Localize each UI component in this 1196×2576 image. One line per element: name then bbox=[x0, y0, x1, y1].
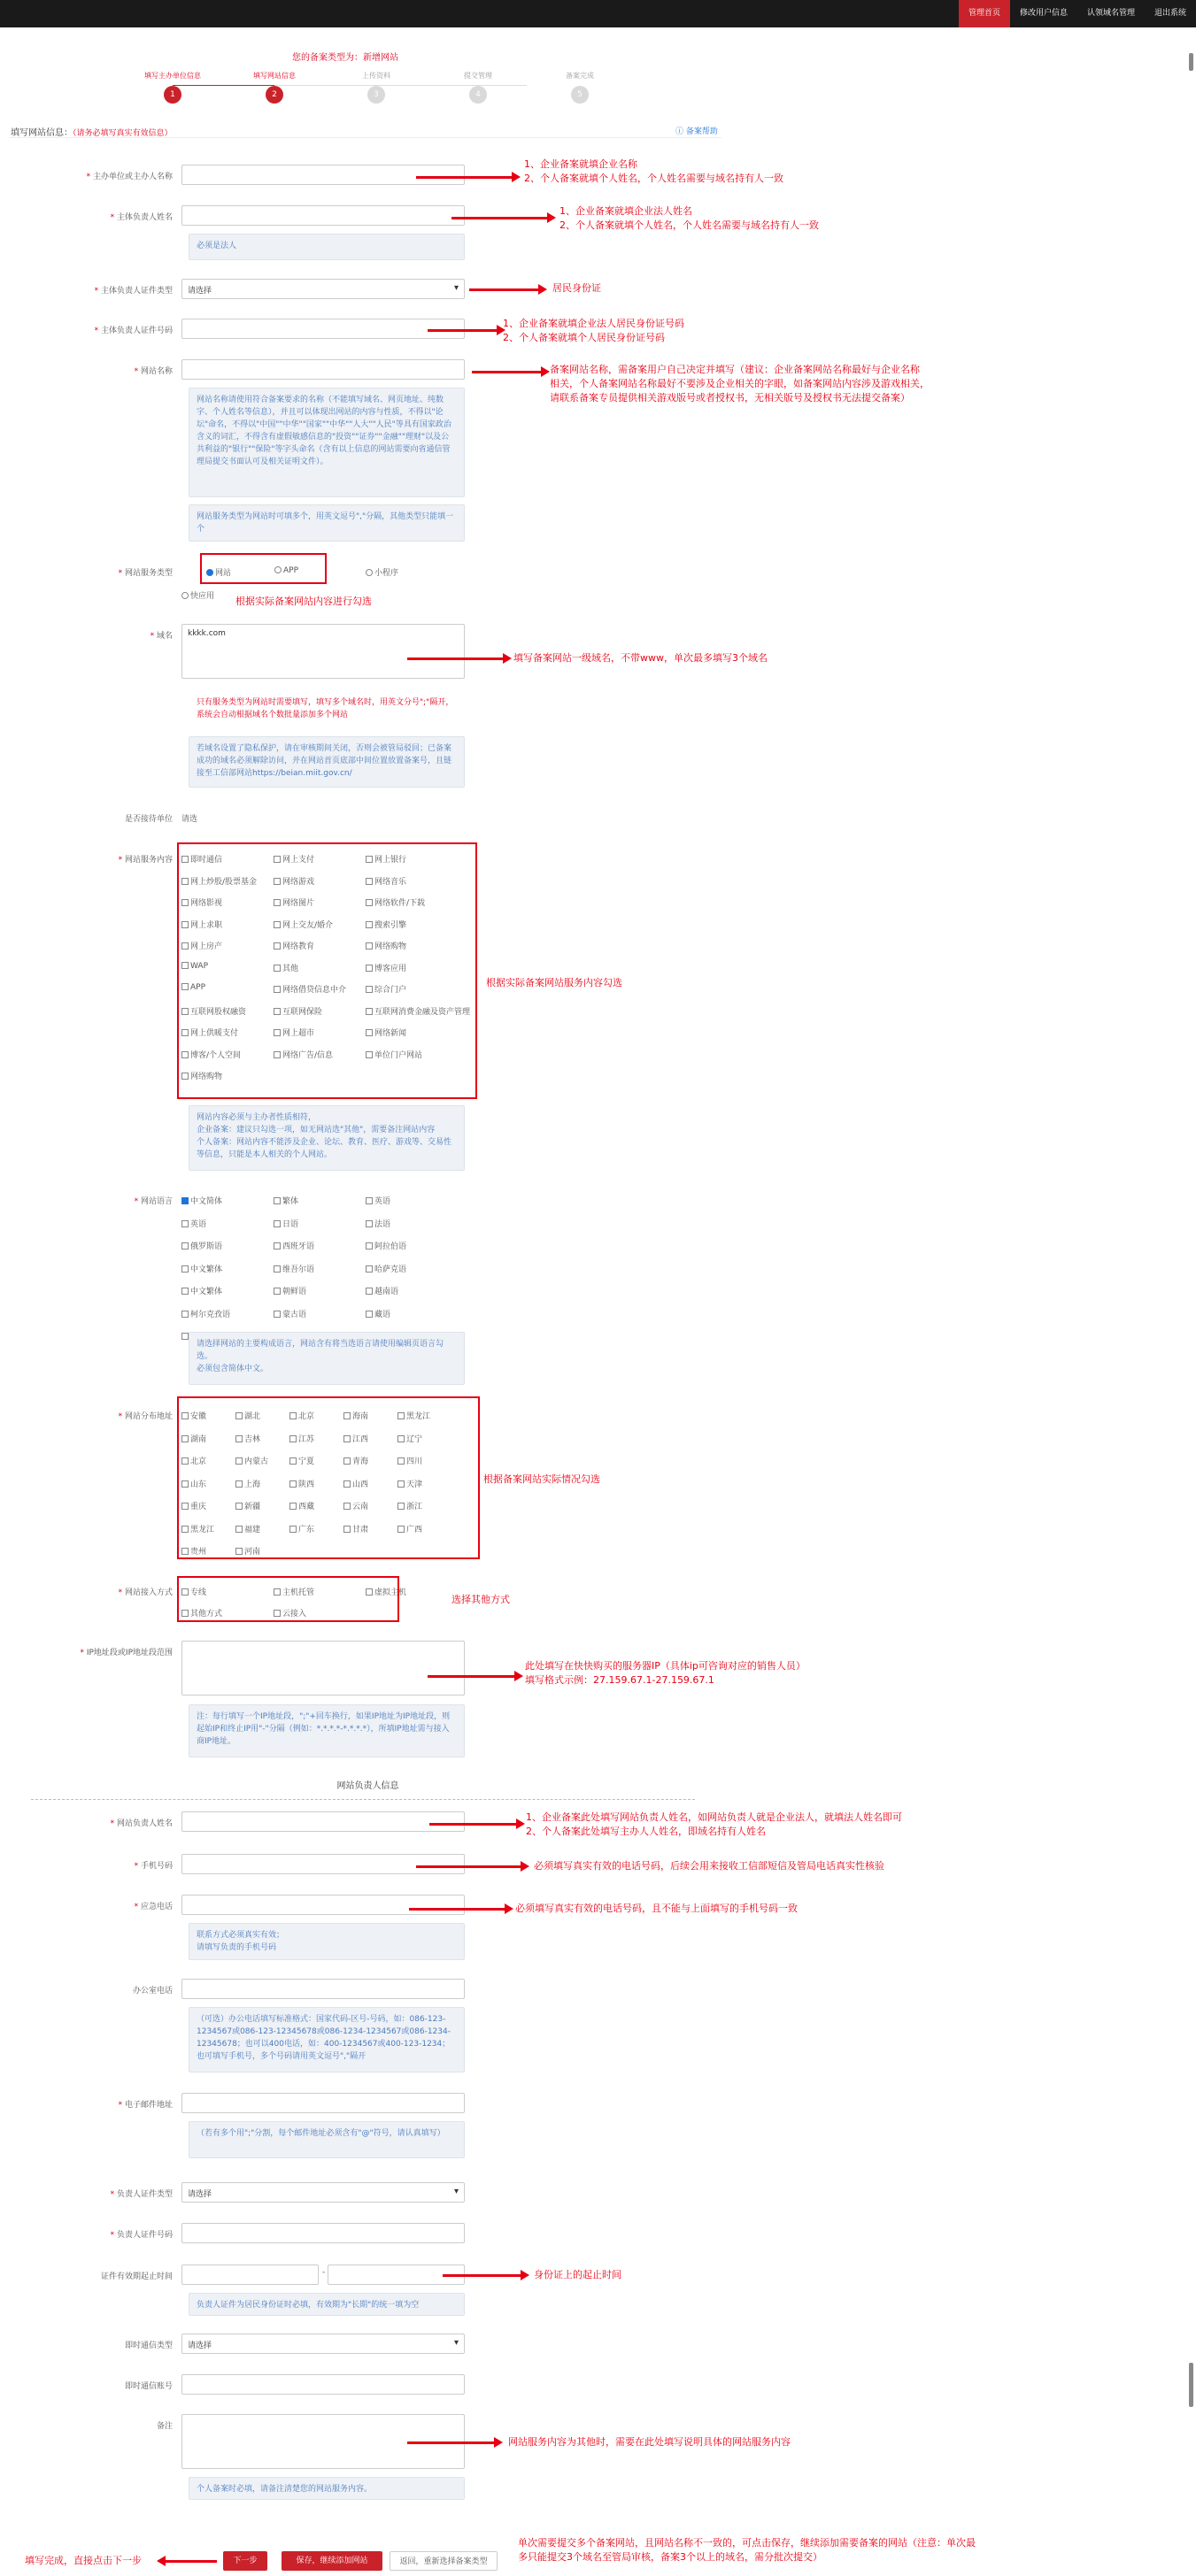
region-option-label: 贵州 bbox=[190, 1548, 207, 1557]
office-label: 办公室电话 bbox=[132, 1987, 173, 1995]
region-option-label: 黑龙江 bbox=[190, 1525, 215, 1534]
service-type-quickapp[interactable]: 快应用 bbox=[181, 589, 214, 601]
annotation-arrow-11 bbox=[428, 1675, 516, 1678]
page-title: 填写网站信息：（请务必填写真实有效信息） bbox=[11, 128, 173, 138]
access-option-label: 虚拟主机 bbox=[374, 1588, 407, 1597]
access-option-label: 专线 bbox=[190, 1588, 207, 1597]
language-option-15[interactable] bbox=[181, 1308, 230, 1319]
annotation-2: 1、企业备案就填企业法人姓名 2、个人备案就填个人姓名，个人姓名需要与域名持有人一致 bbox=[559, 205, 819, 231]
checkbox-icon bbox=[181, 1197, 189, 1204]
checkbox-icon bbox=[366, 1311, 373, 1318]
nav-logout[interactable]: 退出系统 bbox=[1154, 9, 1186, 18]
checkbox-icon bbox=[181, 1311, 189, 1318]
remark-label: 备注 bbox=[156, 2422, 173, 2431]
content-option-label: 网上超市 bbox=[282, 1029, 315, 1038]
emergency-label: * 应急电话 bbox=[134, 1903, 173, 1911]
contact-id-type-label: * 负责人证件类型 bbox=[110, 2190, 173, 2199]
annotation-arrow-13 bbox=[416, 1865, 522, 1868]
nav-home[interactable]: 管理首页 bbox=[959, 0, 1010, 27]
checkbox-icon bbox=[181, 1220, 189, 1227]
section-divider bbox=[31, 1799, 695, 1800]
annotation-8: 根据实际备案网站服务内容勾选 bbox=[486, 977, 622, 988]
top-nav bbox=[959, 0, 1196, 27]
language-option-label: 柯尔克孜语 bbox=[190, 1310, 231, 1319]
content-option-label: 即时通信 bbox=[190, 856, 223, 865]
annotation-arrow-16 bbox=[407, 2441, 496, 2444]
language-option-14[interactable] bbox=[366, 1285, 398, 1296]
region-option-label: 湖北 bbox=[244, 1412, 261, 1421]
annotation-7: 填写备案网站一级域名，不带www，单次最多填写3个域名 bbox=[513, 652, 768, 664]
content-option-label: 博客应用 bbox=[374, 964, 407, 973]
ip-tip: 注：每行填写一个IP地址段，";"+回车换行，如果IP地址为IP地址段，则起始IP和终止IP用"-"分隔（例如：*.*.*.*-*.*.*.*），所填IP地址需与接入商IP地址。 bbox=[189, 1704, 465, 1757]
language-option-8[interactable] bbox=[366, 1240, 406, 1251]
service-type-miniprogram[interactable]: 小程序 bbox=[366, 566, 398, 578]
nav-edit-user[interactable]: 修改用户信息 bbox=[1019, 9, 1068, 18]
step-5: 备案完成 5 bbox=[540, 71, 620, 104]
emergency-tip: 联系方式必须真实有效； 请填写负责的手机号码 bbox=[189, 1923, 465, 1960]
content-option-label: 网络游戏 bbox=[282, 877, 315, 887]
region-option-label: 内蒙古 bbox=[244, 1457, 269, 1466]
access-option-label: 云接入 bbox=[282, 1610, 307, 1619]
checkbox-icon bbox=[181, 1288, 189, 1295]
region-option-label: 青海 bbox=[352, 1457, 369, 1466]
annotation-14: 必须填写真实有效的电话号码，且不能与上面填写的手机号码一致 bbox=[515, 1903, 798, 1914]
checkbox-icon bbox=[274, 1311, 281, 1318]
content-option-label: 博客/个人空间 bbox=[190, 1050, 242, 1060]
language-option-4[interactable] bbox=[274, 1218, 298, 1229]
domain-red-tip: 只有服务类型为网站时需要填写，填写多个域名时，用英文分号";"隔开，系统会自动根据域名个数批量添加多个网站 bbox=[189, 690, 465, 727]
language-option-label: 中文繁体 bbox=[190, 1265, 223, 1274]
region-option-label: 重庆 bbox=[190, 1503, 207, 1511]
region-option-label: 广东 bbox=[298, 1525, 315, 1534]
language-option-1[interactable] bbox=[274, 1195, 298, 1206]
contact-name-input[interactable] bbox=[181, 1811, 465, 1832]
validity-label: 证件有效期起止时间 bbox=[100, 2272, 173, 2281]
content-option-label: 网络新闻 bbox=[374, 1029, 407, 1038]
language-option-2[interactable] bbox=[366, 1195, 390, 1206]
domain-tip: 若域名设置了隐私保护，请在审核期间关闭，否则会被管局驳回；已备案成功的域名必须解除访问，并在网站首页底部中间位置放置备案号，且链接至工信部网站https://beian.miit.gov.cn/ bbox=[189, 736, 465, 788]
region-option-label: 西藏 bbox=[298, 1503, 315, 1511]
owner-name-tip: 必须是法人 bbox=[189, 234, 465, 260]
content-option-label: 互联网保险 bbox=[282, 1007, 323, 1017]
site-name-tip2: 网站服务类型为网站时可填多个，用英文逗号","分隔，其他类型只能填一个 bbox=[189, 504, 465, 542]
language-option-label: 法语 bbox=[374, 1219, 391, 1229]
language-option-label: 英语 bbox=[374, 1197, 391, 1206]
region-option-label: 甘肃 bbox=[352, 1525, 369, 1534]
checkbox-icon bbox=[366, 1220, 373, 1227]
instant-type-label: 即时通信类型 bbox=[124, 2341, 173, 2350]
content-option-label: 网上炒股/股票基金 bbox=[190, 877, 258, 887]
language-option-16[interactable] bbox=[274, 1308, 306, 1319]
service-type-highlight bbox=[200, 553, 327, 584]
language-option-17[interactable] bbox=[366, 1308, 390, 1319]
region-option-label: 上海 bbox=[244, 1480, 261, 1489]
region-option-label: 山西 bbox=[352, 1480, 369, 1489]
contact-section-title: 网站负责人信息 bbox=[336, 1781, 399, 1791]
record-type bbox=[0, 50, 691, 63]
unit-name-input[interactable] bbox=[181, 165, 465, 185]
annotation-15: 身份证上的起止时间 bbox=[534, 2269, 621, 2280]
email-tip: （若有多个用";"分割，每个邮件地址必须含有"@"符号，请认真填写） bbox=[189, 2121, 465, 2158]
annotation-5: 备案网站名称，需备案用户自己决定并填写（建议：企业备案网站名称最好与企业名称 相关，个人备案网站名称最好不要涉及企业相关的字眼，如备案网站内容涉及游戏相关， 请联系备案专员提供相关游戏版号或者授权书，无相关版号及授权书无法提交备案） bbox=[550, 364, 930, 404]
nav-domain[interactable]: 认领域名管理 bbox=[1086, 9, 1135, 18]
site-name-tip: 网站名称请使用符合备案要求的名称（不能填写域名、网页地址、纯数字、个人姓名等信息），并且可以体现出网站的内容与性质，不得以"论坛"命名，不得以"中国""中华""国家""中华""人大""人民"等具有国家政治含义的词汇，不得含有虚假敏感信息的"投资""证券""金融""理财"以及公共利益的"银行""保险"等字头命名（含有以上信息的网站需要向省通信管理局提交书面认可及相关证明文件）。 bbox=[189, 388, 465, 497]
contact-id-no-input[interactable] bbox=[181, 2223, 465, 2243]
annotation-18: 单次需要提交多个备案网站，且网站名称不一致的，可点击保存，继续添加需要备案的网站（注意：单次最 多只能提交3个域名至管局审核，备案3个以上的域名，需分批次提交） bbox=[518, 2537, 976, 2563]
checkbox-icon bbox=[181, 1265, 189, 1273]
annotation-arrow-2 bbox=[451, 217, 549, 219]
region-option-label: 浙江 bbox=[406, 1503, 423, 1511]
owner-id-type-select[interactable]: 请选择 ▾ bbox=[181, 279, 465, 299]
back-button[interactable]: 返回，重新选择备案类型 bbox=[390, 2551, 498, 2571]
language-option-11[interactable] bbox=[366, 1263, 406, 1274]
content-option-label: 网络购物 bbox=[374, 942, 407, 951]
annotation-9: 根据备案网站实际情况勾选 bbox=[483, 1473, 600, 1485]
region-option-label: 黑龙江 bbox=[406, 1412, 431, 1421]
content-option-label: 搜索引擎 bbox=[374, 920, 407, 930]
scrollbar-thumb[interactable] bbox=[1189, 53, 1193, 71]
instant-no-input[interactable] bbox=[181, 2374, 465, 2395]
content-highlight bbox=[177, 842, 477, 1099]
domain-input[interactable]: kkkk.com bbox=[181, 624, 465, 679]
region-option-label: 江西 bbox=[352, 1434, 369, 1444]
top-bar bbox=[0, 0, 1196, 27]
save-continue-button[interactable]: 保存，继续添加网站 bbox=[282, 2551, 382, 2571]
region-highlight bbox=[177, 1396, 480, 1559]
language-label: * 网站语言 bbox=[134, 1197, 173, 1206]
owner-name-label: * 主体负责人姓名 bbox=[110, 213, 173, 222]
step-4: 提交管理 4 bbox=[438, 71, 518, 104]
annotation-arrow-1 bbox=[416, 176, 513, 179]
contact-id-type-select[interactable]: 请选择 ▾ bbox=[181, 2182, 465, 2203]
record-type-prefix: 您的备案类型为： bbox=[292, 53, 363, 63]
owner-id-no-label: * 主体负责人证件号码 bbox=[94, 327, 173, 335]
language-option-label: 越南语 bbox=[374, 1288, 399, 1296]
content-label: * 网站服务内容 bbox=[118, 856, 173, 865]
language-option-label: 中文繁体 bbox=[190, 1288, 223, 1296]
step-3: 上传资料 3 bbox=[336, 71, 416, 104]
content-option-label: 互联网消费金融及资产管理 bbox=[374, 1007, 471, 1017]
annotation-16: 网站服务内容为其他时，需要在此处填写说明具体的网站服务内容 bbox=[508, 2436, 791, 2448]
validity-tip: 负责人证件为居民身份证时必填，有效期为"长期"的统一填为空 bbox=[189, 2293, 465, 2316]
language-option-label: 中文简体 bbox=[190, 1197, 223, 1206]
language-option-3[interactable] bbox=[181, 1218, 206, 1229]
annotation-arrow-3 bbox=[469, 288, 540, 291]
checkbox-icon bbox=[366, 1197, 373, 1204]
language-option-label: 繁体 bbox=[282, 1197, 299, 1206]
office-tip: （可选）办公电话填写标准格式：国家代码-区号-号码，如：086-123-1234567或086-123-12345678或086-1234-1234567或086-1234-12345678；也可以400电话，如：400-1234567或400-123-1234；也可填写手机号，多个号码请用英文逗号","隔开 bbox=[189, 2007, 465, 2072]
checkbox-icon bbox=[366, 1265, 373, 1273]
next-button[interactable]: 下一步 bbox=[223, 2551, 267, 2571]
checkbox-icon bbox=[274, 1288, 281, 1295]
access-label: * 网站接入方式 bbox=[118, 1588, 173, 1597]
content-option-label: WAP bbox=[190, 961, 208, 971]
region-option-label: 北京 bbox=[190, 1457, 207, 1466]
content-option-label: 网络音乐 bbox=[374, 877, 407, 887]
remark-tip: 个人备案时必填，请备注清楚您的网站服务内容。 bbox=[189, 2477, 465, 2500]
instant-no-label: 即时通信账号 bbox=[124, 2382, 173, 2391]
access-highlight bbox=[177, 1576, 399, 1622]
annotation-arrow-5 bbox=[472, 371, 543, 373]
annotation-12: 1、企业备案此处填写网站负责人姓名，如网站负责人就是企业法人，就填法人姓名即可 2、个人备案此处填写主办人人姓名，即域名持有人姓名 bbox=[526, 1811, 902, 1837]
region-option-label: 广西 bbox=[406, 1525, 423, 1534]
region-option-label: 四川 bbox=[406, 1457, 423, 1466]
progress-steps bbox=[133, 71, 593, 111]
annotation-6: 根据实际备案网站内容进行勾选 bbox=[235, 596, 372, 607]
content-option-label: 其他 bbox=[282, 964, 299, 973]
owner-id-no-input[interactable] bbox=[181, 319, 465, 339]
service-type-label: * 网站服务类型 bbox=[118, 569, 173, 578]
language-option-label: 蒙古语 bbox=[282, 1310, 307, 1319]
unit-name-label: * 主办单位或主办人名称 bbox=[86, 173, 173, 181]
content-option-label: 综合门户 bbox=[374, 986, 407, 995]
region-option-label: 宁夏 bbox=[298, 1457, 315, 1466]
language-option-0[interactable] bbox=[181, 1195, 222, 1206]
content-option-label: 网络借贷信息中介 bbox=[282, 986, 347, 995]
contact-phone-input[interactable] bbox=[181, 1854, 465, 1874]
content-option-label: 网络影视 bbox=[190, 899, 223, 908]
checkbox-icon bbox=[274, 1242, 281, 1250]
content-option-label: 网络广告/信息 bbox=[282, 1050, 334, 1060]
help-link[interactable]: ⓘ 备案帮助 bbox=[675, 127, 718, 136]
annotation-arrow-4 bbox=[428, 329, 498, 332]
language-option-label: 西班牙语 bbox=[282, 1242, 315, 1251]
checkbox-icon bbox=[366, 1288, 373, 1295]
ip-label: * IP地址段或IP地址段范围 bbox=[80, 1649, 173, 1657]
region-option-label: 安徽 bbox=[190, 1412, 207, 1421]
checkbox-icon bbox=[274, 1265, 281, 1273]
content-option-label: 网络购物 bbox=[190, 1073, 223, 1081]
checkbox-icon bbox=[366, 1242, 373, 1250]
annotation-17: 填写完成，直接点击下一步 bbox=[25, 2555, 142, 2566]
region-option-label: 辽宁 bbox=[406, 1434, 423, 1444]
site-name-input[interactable] bbox=[181, 359, 465, 380]
content-tip: 网站内容必须与主办者性质相符， 企业备案：建议只勾选一项，如无网站选"其他"，需要备注网站内容 个人备案：网站内容不能涉及企业、论坛、教育、医疗、游戏等、交易性等信息，只能是本人相关的个人网站。 bbox=[189, 1105, 465, 1171]
annotation-10: 选择其他方式 bbox=[451, 1594, 510, 1605]
step-1: 填写主办单位信息 1 bbox=[133, 71, 212, 104]
annotation-3: 居民身份证 bbox=[552, 282, 601, 294]
region-option-label: 山东 bbox=[190, 1480, 207, 1489]
owner-name-input[interactable] bbox=[181, 205, 465, 226]
language-option-label: 维吾尔语 bbox=[282, 1265, 315, 1274]
content-option-label: 互联网股权融资 bbox=[190, 1007, 247, 1017]
access-option-label: 其他方式 bbox=[190, 1610, 223, 1619]
region-option-label: 海南 bbox=[352, 1412, 369, 1421]
ip-input[interactable] bbox=[181, 1641, 465, 1696]
checkbox-icon bbox=[274, 1220, 281, 1227]
region-option-label: 福建 bbox=[244, 1525, 261, 1534]
language-option-13[interactable] bbox=[274, 1285, 306, 1296]
content-option-label: 网络教育 bbox=[282, 942, 315, 951]
content-option-label: 网上房产 bbox=[190, 942, 223, 951]
language-option-label: 阿拉伯语 bbox=[374, 1242, 407, 1251]
contact-phone-label: * 手机号码 bbox=[134, 1862, 173, 1871]
content-option-label: 网络图片 bbox=[282, 899, 315, 908]
contact-id-no-label: * 负责人证件号码 bbox=[110, 2231, 173, 2240]
language-option-5[interactable] bbox=[366, 1218, 390, 1229]
annotation-arrow-7 bbox=[407, 657, 505, 660]
content-option-label: APP bbox=[190, 983, 206, 992]
annotation-arrow-17 bbox=[164, 2560, 217, 2563]
content-option-label: 网上供暖支付 bbox=[190, 1029, 239, 1038]
language-tip: 请选择网站的主要构成语言，网站含有将当选语言请使用编辑页语言勾选。 必须包含简体中文。 bbox=[189, 1332, 465, 1385]
language-option-6[interactable] bbox=[181, 1240, 222, 1251]
region-option-label: 云南 bbox=[352, 1503, 369, 1511]
language-option-label: 英语 bbox=[190, 1219, 207, 1229]
content-option-label: 网络软件/下载 bbox=[374, 899, 426, 908]
content-option-label: 单位门户网站 bbox=[374, 1050, 423, 1060]
step-2: 填写网站信息 2 bbox=[235, 71, 314, 104]
content-option-label: 网上银行 bbox=[374, 856, 407, 865]
language-option-label: 朝鲜语 bbox=[282, 1288, 307, 1296]
region-option-label: 吉林 bbox=[244, 1434, 261, 1444]
checkbox-icon bbox=[274, 1197, 281, 1204]
language-option-10[interactable] bbox=[274, 1263, 314, 1274]
content-option-label: 网上支付 bbox=[282, 856, 315, 865]
language-option-label: 哈萨克语 bbox=[374, 1265, 407, 1274]
region-option-label: 江苏 bbox=[298, 1434, 315, 1444]
region-option-label: 陕西 bbox=[298, 1480, 315, 1489]
service-type-website[interactable]: 网站 bbox=[206, 566, 231, 578]
email-input[interactable] bbox=[181, 2093, 465, 2113]
region-option-label: 天津 bbox=[406, 1480, 423, 1489]
region-option-label: 北京 bbox=[298, 1412, 315, 1421]
checkbox-icon bbox=[181, 1333, 189, 1340]
pre-approval-label: 是否接待单位 bbox=[124, 815, 173, 824]
content-option-label: 网上交友/婚介 bbox=[282, 920, 334, 930]
annotation-13: 必须填写真实有效的电话号码，后续会用来接收工信部短信及管局电话真实性核验 bbox=[534, 1860, 884, 1872]
office-input[interactable] bbox=[181, 1979, 465, 1999]
emergency-input[interactable] bbox=[181, 1895, 465, 1915]
pre-approval-value: 请选 bbox=[181, 815, 198, 824]
annotation-arrow-12 bbox=[429, 1823, 518, 1826]
annotation-4: 1、企业备案就填企业法人居民身份证号码 2、个人备案就填个人居民身份证号码 bbox=[503, 318, 684, 343]
annotation-arrow-14 bbox=[409, 1908, 506, 1911]
region-option-label: 河南 bbox=[244, 1548, 261, 1557]
annotation-11: 此处填写在快快购买的服务器IP（具体ip可咨询对应的销售人员） 填写格式示例：27.159.67.1-27.159.67.1 bbox=[525, 1660, 806, 1686]
record-type-value: 新增网站 bbox=[363, 53, 398, 63]
access-option-label: 主机托管 bbox=[282, 1588, 315, 1597]
domain-label: * 域名 bbox=[150, 632, 173, 641]
language-option-label: 日语 bbox=[282, 1219, 299, 1229]
instant-type-select[interactable]: 请选择 ▾ bbox=[181, 2334, 465, 2354]
contact-name-label: * 网站负责人姓名 bbox=[110, 1819, 173, 1828]
service-type-app[interactable]: APP bbox=[274, 566, 298, 575]
annotation-arrow-15 bbox=[443, 2274, 522, 2277]
owner-id-type-label: * 主体负责人证件类型 bbox=[94, 287, 173, 296]
checkbox-icon bbox=[181, 1242, 189, 1250]
region-option-label: 湖南 bbox=[190, 1434, 207, 1444]
validity-start-input[interactable] bbox=[181, 2265, 319, 2285]
language-option-9[interactable] bbox=[181, 1263, 222, 1274]
site-name-label: * 网站名称 bbox=[134, 367, 173, 376]
region-option-label: 新疆 bbox=[244, 1503, 261, 1511]
language-option-label: 俄罗斯语 bbox=[190, 1242, 223, 1251]
content-option-label: 网上求职 bbox=[190, 920, 223, 930]
scrollbar-thumb-2[interactable] bbox=[1189, 2363, 1193, 2407]
language-option-7[interactable] bbox=[274, 1240, 314, 1251]
language-option-12[interactable] bbox=[181, 1285, 222, 1296]
annotation-1: 1、企业备案就填企业名称 2、个人备案就填个人姓名，个人姓名需要与域名持有人一致 bbox=[524, 158, 783, 184]
language-option-label: 藏语 bbox=[374, 1310, 391, 1319]
email-label: * 电子邮件地址 bbox=[118, 2101, 173, 2110]
region-label: * 网站分布地址 bbox=[118, 1412, 173, 1421]
